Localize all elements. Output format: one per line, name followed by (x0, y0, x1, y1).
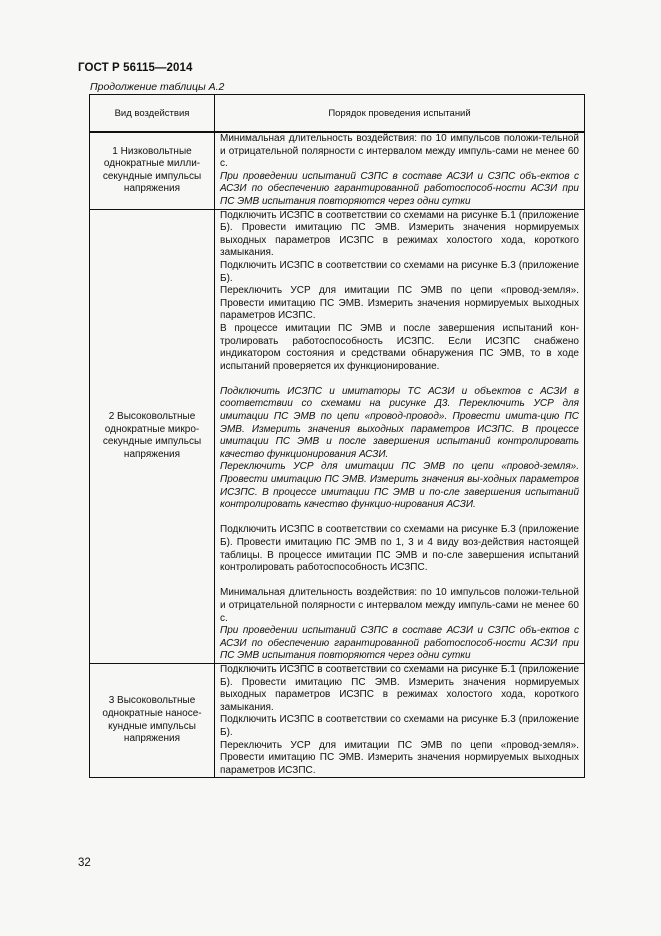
table-continuation-caption: Продолжение таблицы А.2 (90, 81, 225, 93)
procedure-cell (215, 663, 585, 777)
procedure-paragraph: При проведении испытаний СЗПС в составе АСЗИ и СЗПС объ-ектов с АСЗИ по обеспечению гарантированной работоспособ-ности АСЗИ при ПС ЭМВ испытания повторяются через одни сутки (220, 170, 579, 207)
procedure-paragraph: При проведении испытаний СЗПС в составе АСЗИ и СЗПС объ-ектов с АСЗИ по обеспечению гарантированной работоспособ-ности АСЗИ при ПС ЭМВ испытания повторяются через одни сутки (220, 625, 579, 662)
procedure-paragraph: Подключить ИСЗПС в соответствии со схемами на рисунке Б.1 (приложение Б). Провести имитацию ПС ЭМВ. Измерить значения нормируемых выходных параметров ИСЗПС в режимах холостого хода, короткого замыкания. (220, 663, 579, 713)
page-number: 32 (78, 857, 91, 869)
procedure-paragraph: Подключить ИСЗПС в соответствии со схемами на рисунке Б.3 (приложение Б). (220, 714, 579, 738)
procedure-paragraph: Подключить ИСЗПС и имитаторы ТС АСЗИ и объектов с АСЗИ в соответствии со схемами на рисунке Д3. Переключить УСР для имитации ПС ЭМВ по цепи «провод-провод». Провести имита-цию ПС ЭМВ. Измерить значения выходных параметров ИСЗПС. В процессе имитации ПС ЭМВ и после завершения испытаний контролировать качество функционирования АСЗИ. (220, 385, 579, 460)
table-row (90, 209, 585, 663)
impact-type-cell: 2 Высоковольтные однократные микро- секундные импульсы напряжения (90, 209, 215, 663)
table-row (90, 132, 585, 209)
procedure-paragraph: Переключить УСР для имитации ПС ЭМВ по цепи «провод-земля». Провести имитацию ПС ЭМВ. Измерить значения нормируемых выходных параметров ИСЗПС. (220, 739, 579, 776)
procedure-cell (215, 132, 585, 209)
procedure-cell (215, 209, 585, 663)
procedure-paragraph: В процессе имитации ПС ЭМВ и после завершения испытаний кон-тролировать работоспособность ИСЗПС. Если ИСЗПС снабжено индикатором состояния и средствами обнаружения ПС ЭМВ, то в ходе испытаний проверяется их функционирование. (220, 322, 579, 372)
procedure-paragraph: Подключить ИСЗПС в соответствии со схемами на рисунке Б.1 (приложение Б). Провести имитацию ПС ЭМВ. Измерить значения нормируемых выходных параметров ИСЗПС в режимах холостого хода, короткого замыкания. (220, 209, 579, 259)
document-id: ГОСТ Р 56115—2014 (78, 62, 193, 74)
procedure-paragraph: Минимальная длительность воздействия: по 10 импульсов положи-тельной и отрицательной полярности с интервалом между импуль-сами не менее 60 с. (220, 587, 579, 624)
header-test-procedure: Порядок проведения испытаний (215, 95, 585, 133)
procedure-paragraph: Переключить УСР для имитации ПС ЭМВ по цепи «провод-земля». Провести имитацию ПС ЭМВ. Измерить значения нормируемых выходных параметров ИСЗПС. (220, 285, 579, 322)
impact-type-cell: 1 Низковольтные однократные милли- секундные импульсы напряжения (90, 132, 215, 209)
procedure-paragraph: Переключить УСР для имитации ПС ЭМВ по цепи «провод-земля». Провести имитацию ПС ЭМВ. Измерить значения вы-ходных параметров ИСЗПС. В процессе имитации ПС ЭМВ и по-сле завершения испытаний контролировать качество функцио-нирования АСЗИ. (220, 461, 579, 511)
procedure-paragraph: Подключить ИСЗПС в соответствии со схемами на рисунке Б.3 (приложение Б). (220, 259, 579, 284)
impact-type-cell: 3 Высоковольтные однократные наносе- кундные импульсы напряжения (90, 663, 215, 777)
header-impact-type: Вид воздействия (90, 95, 215, 133)
procedure-paragraph: Минимальная длительность воздействия: по 10 импульсов положи-тельной и отрицательной полярности с интервалом между импуль-сами не менее 60 с. (220, 133, 579, 170)
table-row (90, 663, 585, 777)
procedure-paragraph: Подключить ИСЗПС в соответствии со схемами на рисунке Б.3 (приложение Б). Провести имитацию ПС ЭМВ по 1, 3 и 4 виду воз-действия настоящей таблицы. В процессе имитации ПС ЭМВ и по-сле завершения испытаний контролировать работоспособность ИСЗПС. (220, 524, 579, 574)
table-header-row (90, 95, 585, 133)
test-procedure-table (89, 94, 585, 778)
